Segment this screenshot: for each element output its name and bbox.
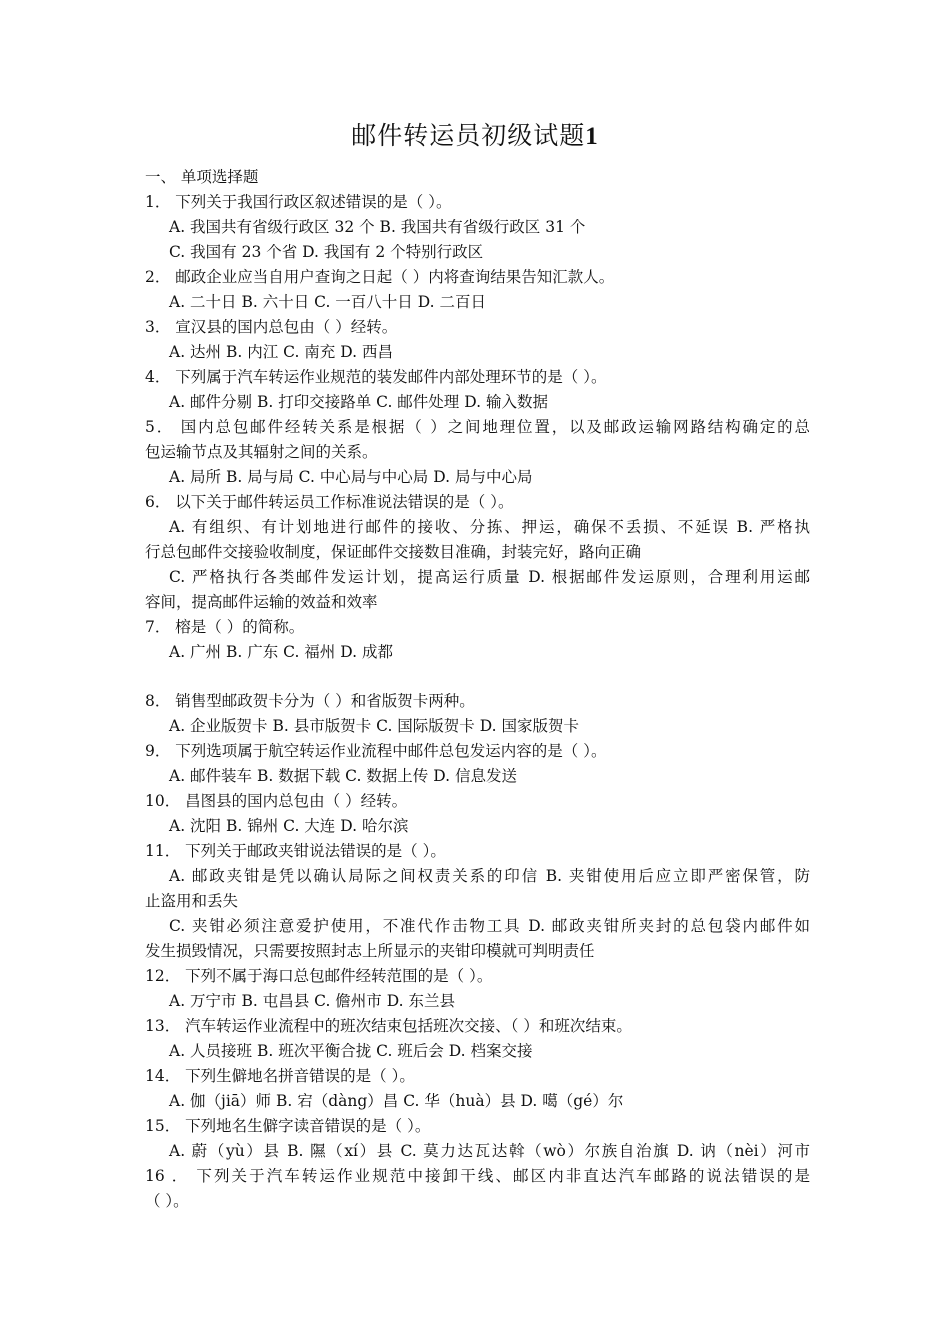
question-3: 3． 宣汉县的国内总包由（ ）经转。 [145,318,398,336]
question-16: 16 ． 下列关于汽车转运作业规范中接卸干线、邮区内非直达汽车邮路的说法错误的是 [145,1167,810,1185]
question-6: 6． 以下关于邮件转运员工作标准说法错误的是（ ）。 [145,493,514,511]
question-9-options: A. 邮件装车 B. 数据下载 C. 数据上传 D. 信息发送 [169,767,517,785]
question-10: 10． 昌图县的国内总包由（ ）经转。 [145,792,408,810]
question-11: 11． 下列关于邮政夹钳说法错误的是（ ）。 [145,842,446,860]
question-13-options: A. 人员接班 B. 班次平衡合拢 C. 班后会 D. 档案交接 [169,1042,533,1060]
question-6-options-c: C. 严格执行各类邮件发运计划，提高运行质量 D. 根据邮件发运原则，合理利用运邮 [169,568,810,586]
page-title [0,116,950,152]
question-7-options: A. 广州 B. 广东 C. 福州 D. 成都 [169,643,393,661]
question-5-options: A. 局所 B. 局与局 C. 中心局与中心局 D. 局与中心局 [169,468,533,486]
title-text: 邮件转运员初级试题 [351,121,586,150]
section-heading: 一、 单项选择题 [145,168,259,186]
question-6-options-a-cont: 行总包邮件交接验收制度，保证邮件交接数目准确，封装完好，路向正确 [145,543,642,561]
question-11-options-a: A. 邮政夹钳是凭以确认局际之间权责关系的印信 B. 夹钳使用后应立即严密保管，防 [169,867,810,885]
title-number: 1 [585,123,599,150]
question-11-options-c-cont: 发生损毁情况，只需要按照封志上所显示的夹钳印模就可判明责任 [145,942,595,960]
question-11-options-c: C. 夹钳必须注意爱护使用，不准代作击物工具 D. 邮政夹钳所夹封的总包袋内邮件如 [169,917,810,935]
question-6-options-c-cont: 容间，提高邮件运输的效益和效率 [145,593,378,611]
question-8-options: A. 企业版贺卡 B. 县市版贺卡 C. 国际版贺卡 D. 国家版贺卡 [169,717,579,735]
question-8: 8． 销售型邮政贺卡分为（ ）和省版贺卡两种。 [145,692,475,710]
question-9: 9． 下列选项属于航空转运作业流程中邮件总包发运内容的是（ ）。 [145,742,607,760]
question-11-options-a-cont: 止盗用和丢失 [145,892,239,910]
question-5: 5． 国内总包邮件经转关系是根据（ ）之间地理位置，以及邮政运输网路结构确定的总 [145,418,810,436]
question-14: 14． 下列生僻地名拼音错误的是（ ）。 [145,1067,415,1085]
question-15-options: A. 蔚（yù）县 B. 隰（xí）县 C. 莫力达瓦达斡（wò）尔族自治旗 D. 讷（nèi）河市 [169,1142,810,1160]
question-2: 2． 邮政企业应当自用户查询之日起（ ）内将查询结果告知汇款人。 [145,268,615,286]
question-12-options: A. 万宁市 B. 屯昌县 C. 儋州市 D. 东兰县 [169,992,455,1010]
question-4-options: A. 邮件分剔 B. 打印交接路单 C. 邮件处理 D. 输入数据 [169,393,548,411]
question-6-options-a: A. 有组织、有计划地进行邮件的接收、分拣、押运，确保不丢损、不延误 B. 严格执 [169,518,810,536]
question-1-options-a: A. 我国共有省级行政区 32 个 B. 我国共有省级行政区 31 个 [169,218,586,236]
question-2-options: A. 二十日 B. 六十日 C. 一百八十日 D. 二百日 [169,293,486,311]
question-3-options: A. 达州 B. 内江 C. 南充 D. 西昌 [169,343,393,361]
question-1: 1． 下列关于我国行政区叙述错误的是（ ）。 [145,193,452,211]
question-5-cont: 包运输节点及其辐射之间的关系。 [145,443,378,461]
question-14-options: A. 伽（jiā）师 B. 宕（dàng）昌 C. 华（huà）县 D. 噶（gé）尔 [169,1092,624,1110]
question-4: 4． 下列属于汽车转运作业规范的装发邮件内部处理环节的是（ ）。 [145,368,607,386]
question-10-options: A. 沈阳 B. 锦州 C. 大连 D. 哈尔滨 [169,817,409,835]
question-1-options-b: C. 我国有 23 个省 D. 我国有 2 个特别行政区 [169,243,484,261]
question-15: 15． 下列地名生僻字读音错误的是（ ）。 [145,1117,431,1135]
question-16-cont: （ ）。 [145,1192,189,1210]
question-7: 7． 榕是（ ）的简称。 [145,618,305,636]
question-12: 12． 下列不属于海口总包邮件经转范围的是（ ）。 [145,967,493,985]
question-13: 13． 汽车转运作业流程中的班次结束包括班次交接、（ ）和班次结束。 [145,1017,632,1035]
